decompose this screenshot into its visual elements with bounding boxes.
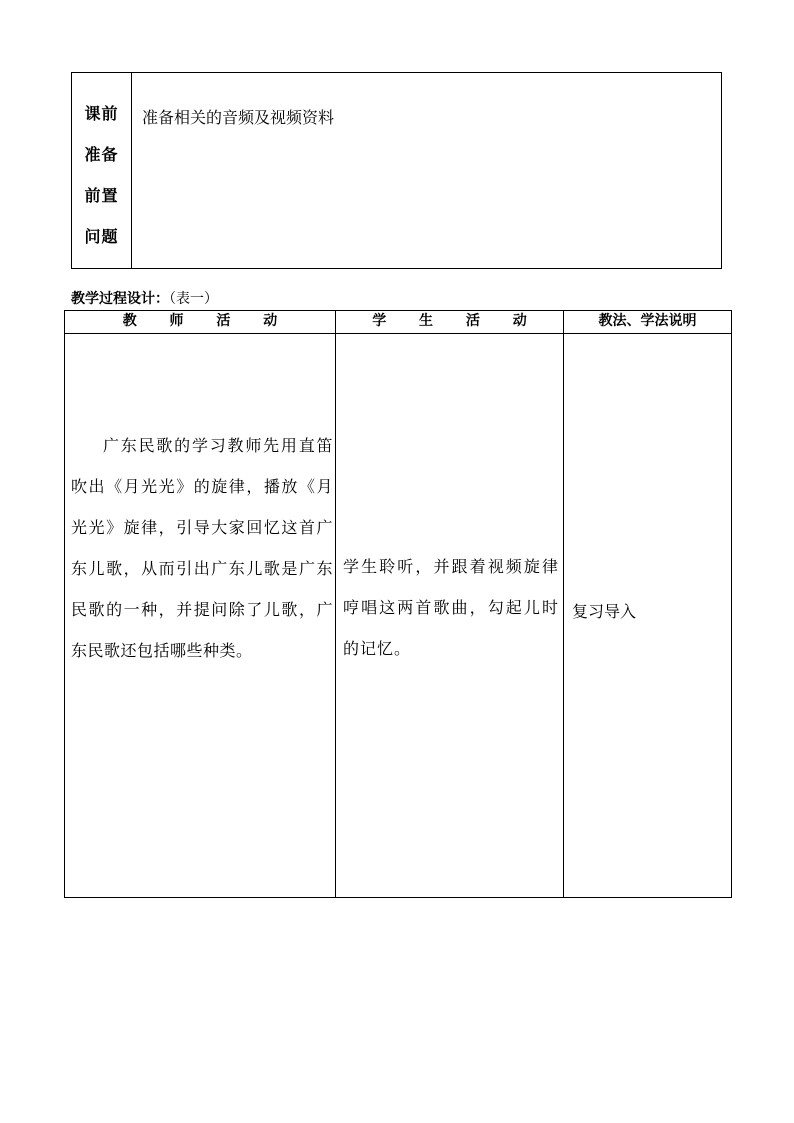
header-teacher-activity: 教 师 活 动	[65, 311, 336, 333]
teacher-activity-text: 广东民歌的学习教师先用直笛吹出《月光光》的旋律，播放《月光光》旋律，引导大家回忆这首广东儿歌，从而引出广东儿歌是广东民歌的一种，并提问除了儿歌，广东民歌还包括哪些种类。	[71, 436, 333, 660]
prep-table	[71, 72, 722, 269]
student-activity-cell	[336, 334, 564, 897]
prep-label-line: 准备	[84, 145, 119, 164]
teacher-activity-cell	[65, 334, 336, 897]
student-activity-text: 学生聆听，并跟着视频旋律哼唱这两首歌曲，勾起儿时的记忆。	[343, 557, 559, 658]
prep-label-cell	[72, 73, 132, 268]
section-title	[71, 289, 218, 309]
prep-label-line: 前置	[84, 186, 119, 205]
prep-label-line: 课前	[84, 104, 119, 123]
section-title-text: 教学过程设计：	[71, 291, 169, 307]
prep-content: 准备相关的音频及视频资料	[142, 108, 335, 127]
header-student-activity: 学 生 活 动	[336, 311, 564, 333]
prep-label-line: 问题	[84, 227, 119, 246]
method-note-cell	[564, 334, 731, 897]
method-note-text: 复习导入	[572, 602, 637, 621]
process-table	[64, 310, 732, 898]
table-header-row	[65, 311, 731, 334]
table-reference: （表一）	[169, 291, 218, 307]
header-method-note: 教法、学法说明	[598, 313, 697, 329]
